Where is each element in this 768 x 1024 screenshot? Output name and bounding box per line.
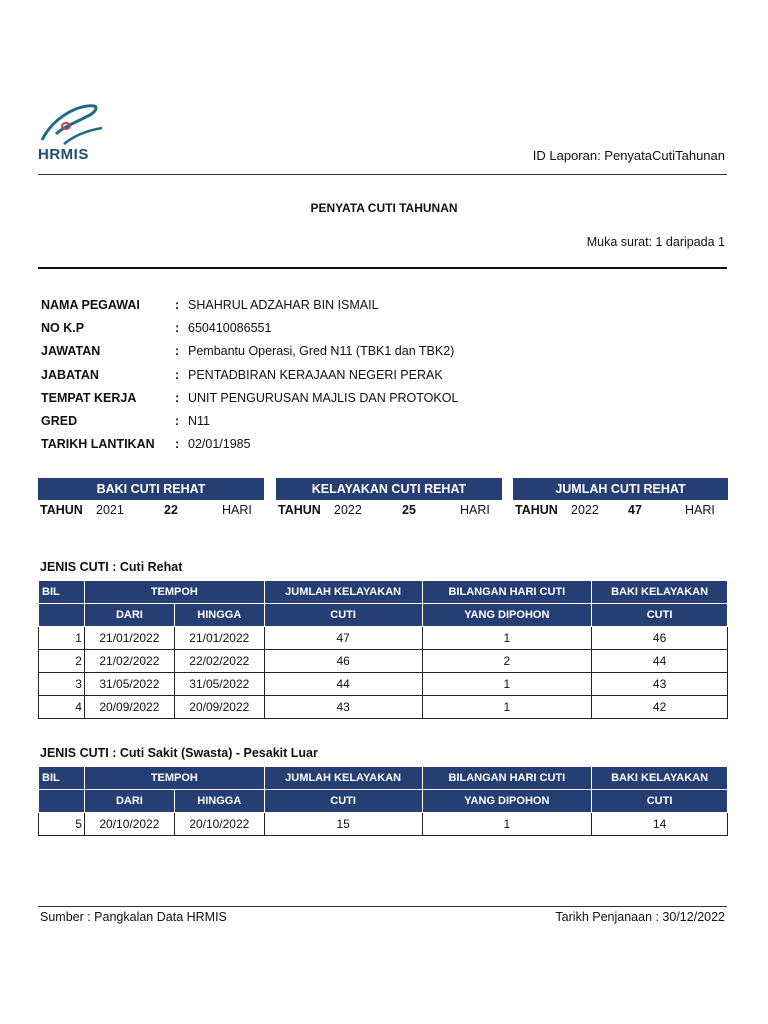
cell-baki: 44 — [592, 650, 728, 673]
summary-title: KELAYAKAN CUTI REHAT — [276, 478, 502, 500]
summary-jumlah-cuti-rehat — [513, 478, 728, 520]
hrmis-logo — [36, 100, 112, 166]
summary-baki-cuti-rehat — [38, 478, 264, 520]
header-blank — [39, 604, 85, 627]
cell-bil: 1 — [39, 627, 85, 650]
header-yang-dipohon: YANG DIPOHON — [422, 604, 592, 627]
info-row-jabatan — [41, 363, 458, 386]
header-bilangan-hari: BILANGAN HARI CUTI — [422, 581, 592, 604]
cell-dari: 21/01/2022 — [84, 627, 174, 650]
report-id: ID Laporan: PenyataCutiTahunan — [532, 148, 725, 163]
cell-baki: 14 — [592, 813, 728, 836]
table-header-row — [39, 581, 728, 604]
header-yang-dipohon: YANG DIPOHON — [422, 790, 592, 813]
info-row-jawatan — [41, 340, 458, 363]
footer-divider — [38, 906, 727, 907]
hrmis-swoosh-icon — [36, 100, 112, 150]
info-value: UNIT PENGURUSAN MAJLIS DAN PROTOKOL — [188, 390, 459, 405]
info-colon: : — [175, 367, 180, 382]
header-bil: BIL — [39, 581, 85, 604]
summary-tahun-label: TAHUN — [40, 503, 83, 517]
section-title-cuti-rehat: JENIS CUTI : Cuti Rehat — [40, 560, 183, 574]
info-colon: : — [175, 390, 180, 405]
summary-value: 47 — [628, 503, 642, 517]
cell-dipohon: 2 — [422, 650, 592, 673]
header-bilangan-hari: BILANGAN HARI CUTI — [422, 767, 592, 790]
summary-unit: HARI — [222, 503, 252, 517]
info-value: 02/01/1985 — [188, 437, 251, 452]
header-divider — [38, 174, 727, 175]
info-label: TARIKH LANTIKAN — [41, 437, 155, 452]
header-tempoh: TEMPOH — [84, 767, 264, 790]
info-colon: : — [175, 437, 180, 452]
cell-hingga: 22/02/2022 — [174, 650, 264, 673]
info-label: NAMA PEGAWAI — [41, 297, 140, 312]
summary-year: 2022 — [571, 503, 599, 517]
cell-hingga: 20/10/2022 — [174, 813, 264, 836]
summary-row — [276, 500, 502, 520]
summary-title: JUMLAH CUTI REHAT — [513, 478, 728, 500]
logo-text: HRMIS — [38, 146, 89, 163]
cell-kelayakan: 15 — [264, 813, 422, 836]
cell-baki: 42 — [592, 696, 728, 719]
summary-tahun-label: TAHUN — [278, 503, 321, 517]
header-cuti: CUTI — [264, 790, 422, 813]
cell-kelayakan: 44 — [264, 673, 422, 696]
table-header-row — [39, 767, 728, 790]
table-subheader-row — [39, 604, 728, 627]
header-hingga: HINGGA — [174, 790, 264, 813]
info-row-nokp — [41, 316, 458, 339]
cell-dari: 20/10/2022 — [84, 813, 174, 836]
info-label: GRED — [41, 414, 78, 429]
cell-bil: 2 — [39, 650, 85, 673]
header-baki-kelayakan: BAKI KELAYAKAN — [592, 581, 728, 604]
cell-dipohon: 1 — [422, 696, 592, 719]
info-label: NO K.P — [41, 320, 85, 335]
summary-title: BAKI CUTI REHAT — [38, 478, 264, 500]
info-row-gred — [41, 409, 458, 432]
table-subheader-row — [39, 790, 728, 813]
section-title-cuti-sakit: JENIS CUTI : Cuti Sakit (Swasta) - Pesakit Luar — [40, 746, 318, 760]
info-row-tarikh-lantikan — [41, 433, 458, 456]
cell-dipohon: 1 — [422, 673, 592, 696]
info-colon: : — [175, 414, 180, 429]
table-row — [39, 813, 728, 836]
table-row — [39, 696, 728, 719]
summary-row — [513, 500, 728, 520]
footer-source: Sumber : Pangkalan Data HRMIS — [40, 910, 227, 924]
page-number: Muka surat: 1 daripada 1 — [586, 235, 725, 249]
summary-year: 2021 — [96, 503, 124, 517]
info-value: Pembantu Operasi, Gred N11 (TBK1 dan TBK2) — [188, 344, 455, 359]
cell-dipohon: 1 — [422, 813, 592, 836]
info-value: 650410086551 — [188, 320, 272, 335]
cell-bil: 4 — [39, 696, 85, 719]
info-row-nama — [41, 293, 458, 316]
info-colon: : — [175, 344, 180, 359]
table-row — [39, 673, 728, 696]
table-row — [39, 627, 728, 650]
summary-value: 25 — [402, 503, 416, 517]
cell-kelayakan: 47 — [264, 627, 422, 650]
header-blank — [39, 790, 85, 813]
footer-print-date: Tarikh Penjanaan : 30/12/2022 — [555, 910, 725, 924]
summary-tahun-label: TAHUN — [515, 503, 558, 517]
cell-kelayakan: 43 — [264, 696, 422, 719]
info-value: N11 — [188, 414, 211, 429]
summary-kelayakan-cuti-rehat — [276, 478, 502, 520]
cell-bil: 5 — [39, 813, 85, 836]
cell-bil: 3 — [39, 673, 85, 696]
employee-info — [41, 293, 458, 456]
cell-hingga: 20/09/2022 — [174, 696, 264, 719]
title-divider — [38, 267, 727, 269]
info-label: JABATAN — [41, 367, 99, 382]
info-colon: : — [175, 297, 180, 312]
summary-value: 22 — [164, 503, 178, 517]
cell-dari: 21/02/2022 — [84, 650, 174, 673]
summary-year: 2022 — [334, 503, 362, 517]
cell-dari: 20/09/2022 — [84, 696, 174, 719]
header-tempoh: TEMPOH — [84, 581, 264, 604]
cell-baki: 43 — [592, 673, 728, 696]
info-row-tempat-kerja — [41, 386, 458, 409]
header-cuti: CUTI — [592, 790, 728, 813]
summary-unit: HARI — [685, 503, 715, 517]
cell-dipohon: 1 — [422, 627, 592, 650]
document-title: PENYATA CUTI TAHUNAN — [310, 201, 458, 215]
cell-hingga: 21/01/2022 — [174, 627, 264, 650]
header-dari: DARI — [84, 790, 174, 813]
summary-row — [38, 500, 264, 520]
info-label: JAWATAN — [41, 344, 101, 359]
summary-unit: HARI — [460, 503, 490, 517]
cell-baki: 46 — [592, 627, 728, 650]
cell-kelayakan: 46 — [264, 650, 422, 673]
header-bil: BIL — [39, 767, 85, 790]
header-hingga: HINGGA — [174, 604, 264, 627]
info-label: TEMPAT KERJA — [41, 390, 137, 405]
header-jumlah-kelayakan: JUMLAH KELAYAKAN — [264, 581, 422, 604]
leave-table-cuti-rehat — [38, 580, 728, 719]
leave-table-cuti-sakit — [38, 766, 728, 836]
header-baki-kelayakan: BAKI KELAYAKAN — [592, 767, 728, 790]
table-row — [39, 650, 728, 673]
info-value: PENTADBIRAN KERAJAAN NEGERI PERAK — [188, 367, 443, 382]
cell-dari: 31/05/2022 — [84, 673, 174, 696]
info-value: SHAHRUL ADZAHAR BIN ISMAIL — [188, 297, 379, 312]
cell-hingga: 31/05/2022 — [174, 673, 264, 696]
header-cuti: CUTI — [592, 604, 728, 627]
header-jumlah-kelayakan: JUMLAH KELAYAKAN — [264, 767, 422, 790]
header-cuti: CUTI — [264, 604, 422, 627]
info-colon: : — [175, 320, 180, 335]
header-dari: DARI — [84, 604, 174, 627]
